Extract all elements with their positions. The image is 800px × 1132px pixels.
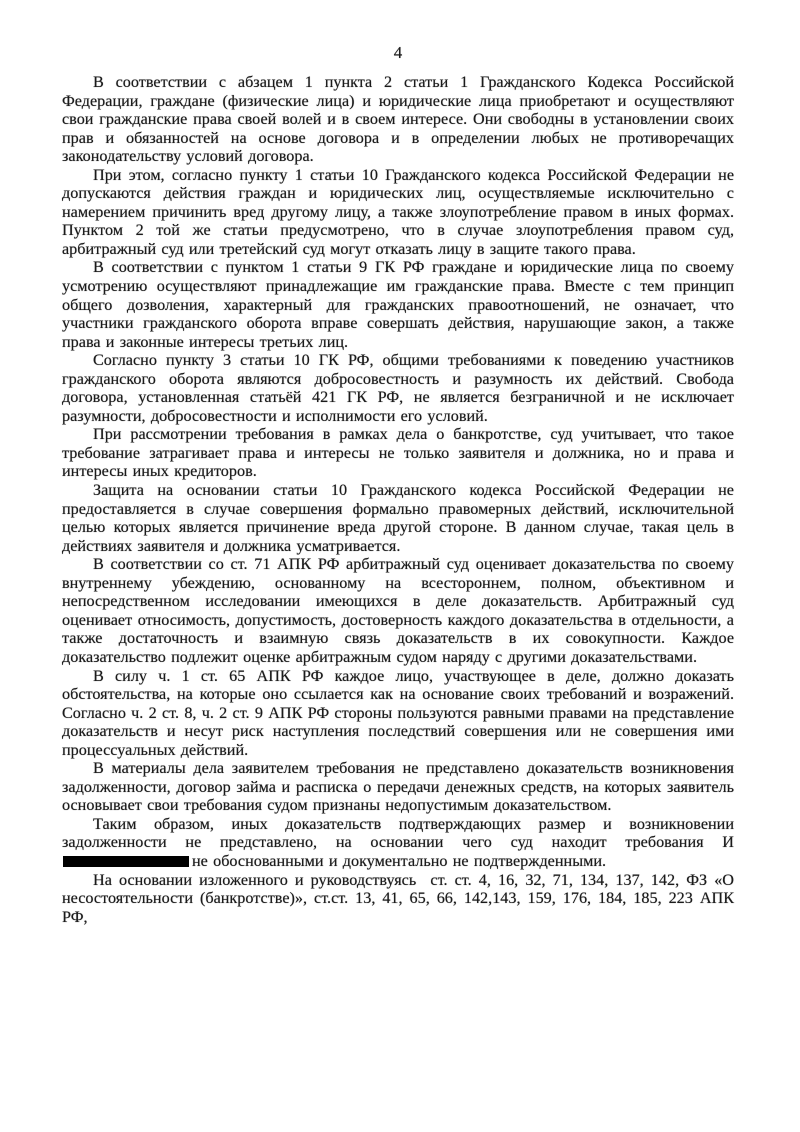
document-body <box>62 73 734 926</box>
paragraph-4: Согласно пункту 3 статьи 10 ГК РФ, общими требованиями к поведению участников гражданского оборота являются добросовестность и разумность их действий. Свобода договора, установленная статьёй 421 ГК РФ, не является безграничной и не исключает разумности, добросовестности и исполнимости его условий. <box>62 351 734 425</box>
paragraph-9: В материалы дела заявителем требования не представлено доказательств возникновения задолженности, договор займа и расписка о передачи денежных средств, на которых заявитель основывает свои требования судом признаны недопустимым доказательством. <box>62 759 734 815</box>
paragraph-10-text-before: Таким образом, иных доказательств подтверждающих размер и возникновении задолженности не представлено, на основании чего суд находит требования И <box>62 814 734 852</box>
paragraph-8: В силу ч. 1 ст. 65 АПК РФ каждое лицо, участвующее в деле, должно доказать обстоятельства, на которые оно ссылается как на основание своих требований и возражений. Согласно ч. 2 ст. 8, ч. 2 ст. 9 АПК РФ стороны пользуются равными правами на представление доказательств и несут риск наступления последствий совершения или не совершения ими процессуальных действий. <box>62 666 734 759</box>
redaction-bar <box>63 856 189 867</box>
page-number: 4 <box>393 43 403 62</box>
paragraph-7: В соответствии со ст. 71 АПК РФ арбитражный суд оценивает доказательства по своему внутреннему убеждению, основанному на всестороннем, полном, объективном и непосредственном исследовании имеющихся в деле доказательств. Арбитражный суд оценивает относимость, допустимость, достоверность каждого доказательства в отдельности, а также достаточность и взаимную связь доказательств в их совокупности. Каждое доказательство подлежит оценке арбитражным судом наряду с другими доказательствами. <box>62 555 734 666</box>
paragraph-1: В соответствии с абзацем 1 пункта 2 статьи 1 Гражданского Кодекса Российской Федерации, граждане (физические лица) и юридические лица приобретают и осуществляют свои гражданские права своей волей и в своем интересе. Они свободны в установлении своих прав и обязанностей на основе договора и в определении любых не противоречащих законодательству условий договора. <box>62 73 734 166</box>
paragraph-10-text-after: не обоснованными и документально не подтвержденными. <box>192 851 607 870</box>
paragraph-2: При этом, согласно пункту 1 статьи 10 Гражданского кодекса Российской Федерации не допускаются действия граждан и юридических лиц, осуществляемые исключительно с намерением причинить вред другому лицу, а также злоупотребление правом в иных формах. Пунктом 2 той же статьи предусмотрено, что в случае злоупотребления правом суд, арбитражный суд или третейский суд могут отказать лицу в защите такого права. <box>62 165 734 258</box>
paragraph-11: На основании изложенного и руководствуясь ст. ст. 4, 16, 32, 71, 134, 137, 142, ФЗ «О несостоятельности (банкротстве)», ст.ст. 13, 41, 65, 66, 142,143, 159, 176, 184, 185, 223 АПК РФ, <box>62 870 734 926</box>
paragraph-10-with-redaction <box>62 815 734 871</box>
paragraph-5: При рассмотрении требования в рамках дела о банкротстве, суд учитывает, что такое требование затрагивает права и интересы не только заявителя и должника, но и права и интересы иных кредиторов. <box>62 425 734 481</box>
paragraph-3: В соответствии с пунктом 1 статьи 9 ГК РФ граждане и юридические лица по своему усмотрению осуществляют принадлежащие им гражданские права. Вместе с тем принцип общего дозволения, характерный для гражданских правоотношений, не означает, что участники гражданского оборота вправе совершать действия, нарушающие закон, а также права и законные интересы третьих лиц. <box>62 258 734 351</box>
paragraph-6: Защита на основании статьи 10 Гражданского кодекса Российской Федерации не предоставляется в случае совершения формально правомерных действий, исключительной целью которых является причинение вреда другой стороне. В данном случае, такая цель в действиях заявителя и должника усматривается. <box>62 481 734 555</box>
